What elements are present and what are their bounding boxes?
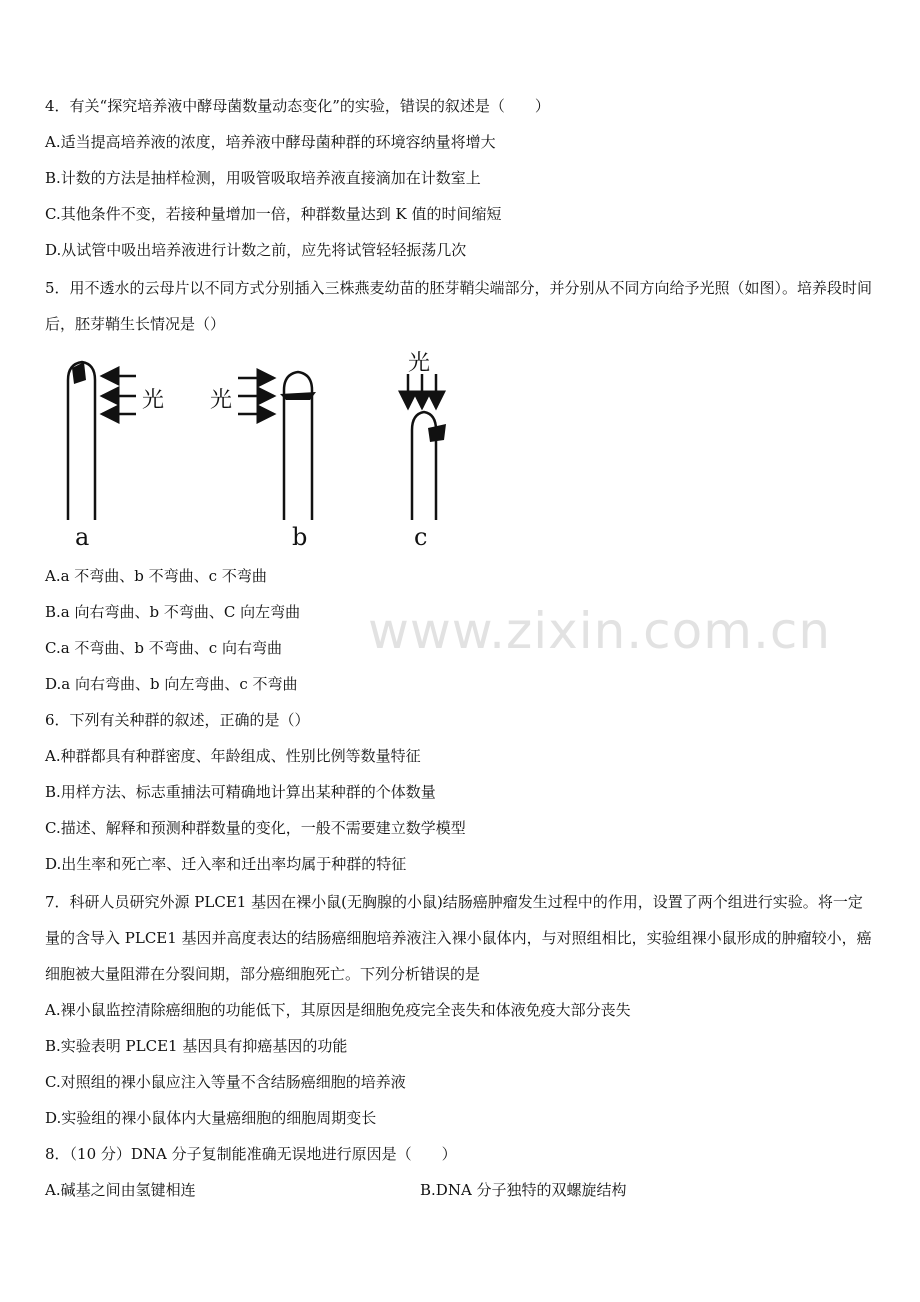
label-b: b	[292, 523, 308, 551]
seedling-b	[210, 372, 316, 551]
mica-sheet-b	[280, 392, 316, 400]
question-8-option-b: B.DNA 分子独特的双螺旋结构	[420, 1181, 627, 1199]
question-5-option-d: D.a 向右弯曲、b 向左弯曲、c 不弯曲	[45, 675, 298, 693]
question-7-option-b: B.实验表明 PLCE1 基因具有抑癌基因的功能	[45, 1037, 348, 1055]
question-7-stem: 7．科研人员研究外源 PLCE1 基因在裸小鼠(无胸腺的小鼠)结肠癌肿瘤发生过程中的作用，设置了两个组进行实验。将一定量的含导入 PLCE1 基因并高度表达的结肠癌细胞培养液注入裸小鼠体内，与对照组相比，实验组裸小鼠形成的肿瘤较小，癌细胞被大量阻滞在分裂间期，部分癌细胞死亡。下列分析错误的是	[45, 893, 872, 983]
label-a: a	[75, 523, 90, 551]
question-5-option-c: C.a 不弯曲、b 不弯曲、c 向右弯曲	[45, 639, 282, 657]
light-label-c: 光	[408, 351, 431, 376]
seedling-c	[408, 351, 446, 551]
question-4-option-b: B.计数的方法是抽样检测，用吸管吸取培养液直接滴加在计数室上	[45, 169, 481, 187]
question-5-option-a: A.a 不弯曲、b 不弯曲、c 不弯曲	[45, 567, 267, 585]
mica-sheet-c	[428, 424, 446, 442]
question-6-option-c: C.描述、解释和预测种群数量的变化，一般不需要建立数学模型	[45, 819, 466, 837]
question-7-option-a: A.裸小鼠监控清除癌细胞的功能低下，其原因是细胞免疫完全丧失和体液免疫大部分丧失	[45, 1001, 631, 1019]
question-7-option-c: C.对照组的裸小鼠应注入等量不含结肠癌细胞的培养液	[45, 1073, 406, 1091]
label-c: c	[414, 523, 428, 551]
question-4-stem: 4．有关“探究培养液中酵母菌数量动态变化”的实验，错误的叙述是（ ）	[45, 97, 550, 115]
question-6-option-d: D.出生率和死亡率、迁入率和迁出率均属于种群的特征	[45, 855, 407, 873]
question-4-option-a: A.适当提高培养液的浓度，培养液中酵母菌种群的环境容纳量将增大	[45, 133, 496, 151]
seedling-a	[68, 362, 164, 551]
question-8-stem: 8．（10 分）DNA 分子复制能准确无误地进行原因是（ ）	[45, 1145, 457, 1163]
light-label-b: 光	[210, 388, 233, 413]
question-7-option-d: D.实验组的裸小鼠体内大量癌细胞的细胞周期变长	[45, 1109, 377, 1127]
light-label-a: 光	[142, 388, 165, 413]
question-4-option-d: D.从试管中吸出培养液进行计数之前，应先将试管轻轻振荡几次	[45, 241, 467, 259]
question-8-option-a: A.碱基之间由氢键相连	[45, 1181, 196, 1199]
question-5-option-b: B.a 向右弯曲、b 不弯曲、C 向左弯曲	[45, 603, 301, 621]
question-4-option-c: C.其他条件不变，若接种量增加一倍，种群数量达到 K 值的时间缩短	[45, 205, 502, 223]
question-5-stem: 5．用不透水的云母片以不同方式分别插入三株燕麦幼苗的胚芽鞘尖端部分，并分别从不同方向给予光照（如图）。培养段时间后，胚芽鞘生长情况是（）	[45, 279, 873, 333]
question-6-stem: 6．下列有关种群的叙述，正确的是（）	[45, 711, 310, 729]
question-6-option-a: A.种群都具有种群密度、年龄组成、性别比例等数量特征	[45, 747, 421, 765]
question-6-option-b: B.用样方法、标志重捕法可精确地计算出某种群的个体数量	[45, 783, 436, 801]
watermark: www.zixin.com.cn	[368, 602, 832, 660]
